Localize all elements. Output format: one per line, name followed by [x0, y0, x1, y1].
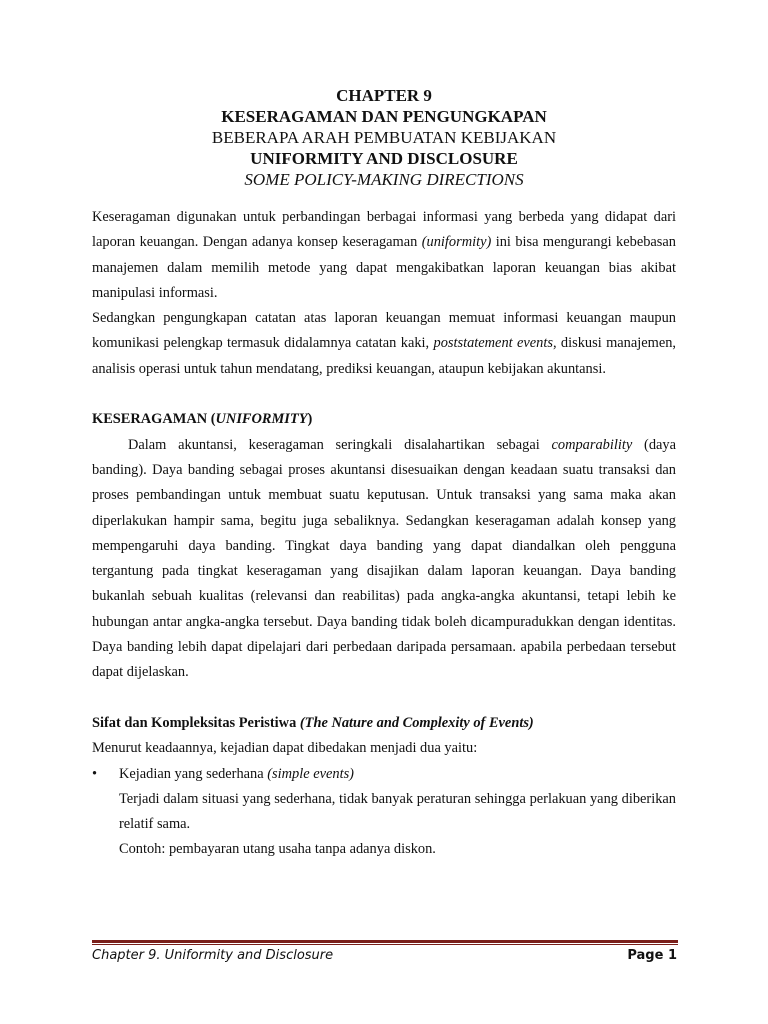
footer-chapter-title: Chapter 9. Uniformity and Disclosure: [92, 948, 334, 963]
uniformity-paragraph: [92, 433, 676, 686]
intro-p1-text-a: Keseragaman digunakan untuk perbandingan berbagai informasi yang berbeda yang didapat dari laporan keuangan. Dengan adanya konsep keseragaman: [92, 209, 676, 251]
uniformity-p-emphasis: comparability: [551, 436, 633, 453]
intro-p1-emphasis: (uniformity): [421, 234, 492, 251]
intro-p1-text-b: ini bisa mengurangi kebebasan manajemen dalam memilih metode yang dapat mengakibatkan laporan keuangan bias akibat manipulasi informasi.: [92, 234, 676, 301]
footer-page-number: Page 1: [627, 948, 677, 963]
intro-p2-text-a: Sedangkan pengungkapan catatan atas laporan keuangan memuat informasi keuangan maupun komunikasi pelengkap termasuk didalamnya catatan kaki,: [92, 310, 676, 352]
uniformity-p-text-b: (daya banding). Daya banding sebagai proses akuntansi disesuaikan dengan keadaan suatu transaksi dan proses pembandingan untuk membuat suatu keputusan. Untuk transaksi yang sama maka akan diperlakukan hampir sama, begitu juga sebaliknya. Sedangkan keseragaman adalah konsep yang mempengaruhi daya banding. Tingkat daya banding yang dapat diandalkan oleh pengguna tergantung pada tingkat keseragaman yang disajikan dalam laporan keuangan. Daya banding bukanlah sebuah kualitas (relevansi dan reabilitas) pada angka-angka akuntansi, tetapi lebih ke hubungan antar angka-angka tersebut. Daya banding tidak boleh dicampuradukkan dengan identitas. Daya banding lebih dapat dipelajari dari perbedaan daripada persamaan. apabila perbedaan tersebut dapat dijelaskan.: [92, 436, 677, 681]
document-body: [92, 205, 676, 863]
title-block: [0, 85, 768, 190]
bullet-label: [119, 762, 676, 787]
uniformity-heading-a: KESERAGAMAN (: [92, 411, 216, 428]
nature-heading-emphasis: (The Nature and Complexity of Events): [299, 714, 534, 731]
section-heading-uniformity: [92, 407, 676, 432]
intro-p2-emphasis: poststatement events: [433, 335, 553, 352]
nature-lead-text: Menurut keadaannya, kejadian dapat dibedakan menjadi dua yaitu:: [92, 740, 478, 757]
nature-heading-a: Sifat dan Kompleksitas Peristiwa: [92, 714, 300, 731]
list-item: [92, 762, 676, 787]
uniformity-heading-b: ): [307, 411, 313, 428]
footer-rule-thin: [92, 944, 678, 945]
bullet-label-emphasis: (simple events): [267, 765, 354, 782]
intro-p2-text-b: , diskusi manajemen, analisis operasi untuk tahun mendatang, prediksi keuangan, ataupun kebijakan akuntansi.: [92, 335, 677, 377]
uniformity-heading-emphasis: UNIFORMITY: [215, 411, 308, 428]
bullet-icon: •: [92, 765, 98, 782]
uniformity-p-text-a: Dalam akuntansi, keseragaman seringkali disalahartikan sebagai: [128, 436, 552, 453]
chapter-label: CHAPTER 9: [336, 86, 432, 105]
bullet-example: Contoh: pembayaran utang usaha tanpa adanya diskon.: [119, 841, 436, 858]
chapter-title-id: KESERAGAMAN DAN PENGUNGKAPAN: [221, 107, 547, 126]
section-heading-nature-events: [92, 711, 676, 736]
chapter-title-en: UNIFORMITY AND DISCLOSURE: [250, 149, 518, 168]
intro-paragraph-2: [92, 306, 676, 382]
footer-rule-thick: [92, 940, 678, 943]
chapter-subtitle-en: SOME POLICY-MAKING DIRECTIONS: [244, 170, 524, 189]
bullet-label-a: Kejadian yang sederhana: [119, 765, 268, 782]
chapter-subtitle-id: BEBERAPA ARAH PEMBUATAN KEBIJAKAN: [211, 128, 557, 147]
intro-paragraph-1: [92, 205, 676, 306]
bullet-description: Terjadi dalam situasi yang sederhana, tidak banyak peraturan sehingga perlakuan yang diberikan relatif sama.: [119, 790, 676, 833]
